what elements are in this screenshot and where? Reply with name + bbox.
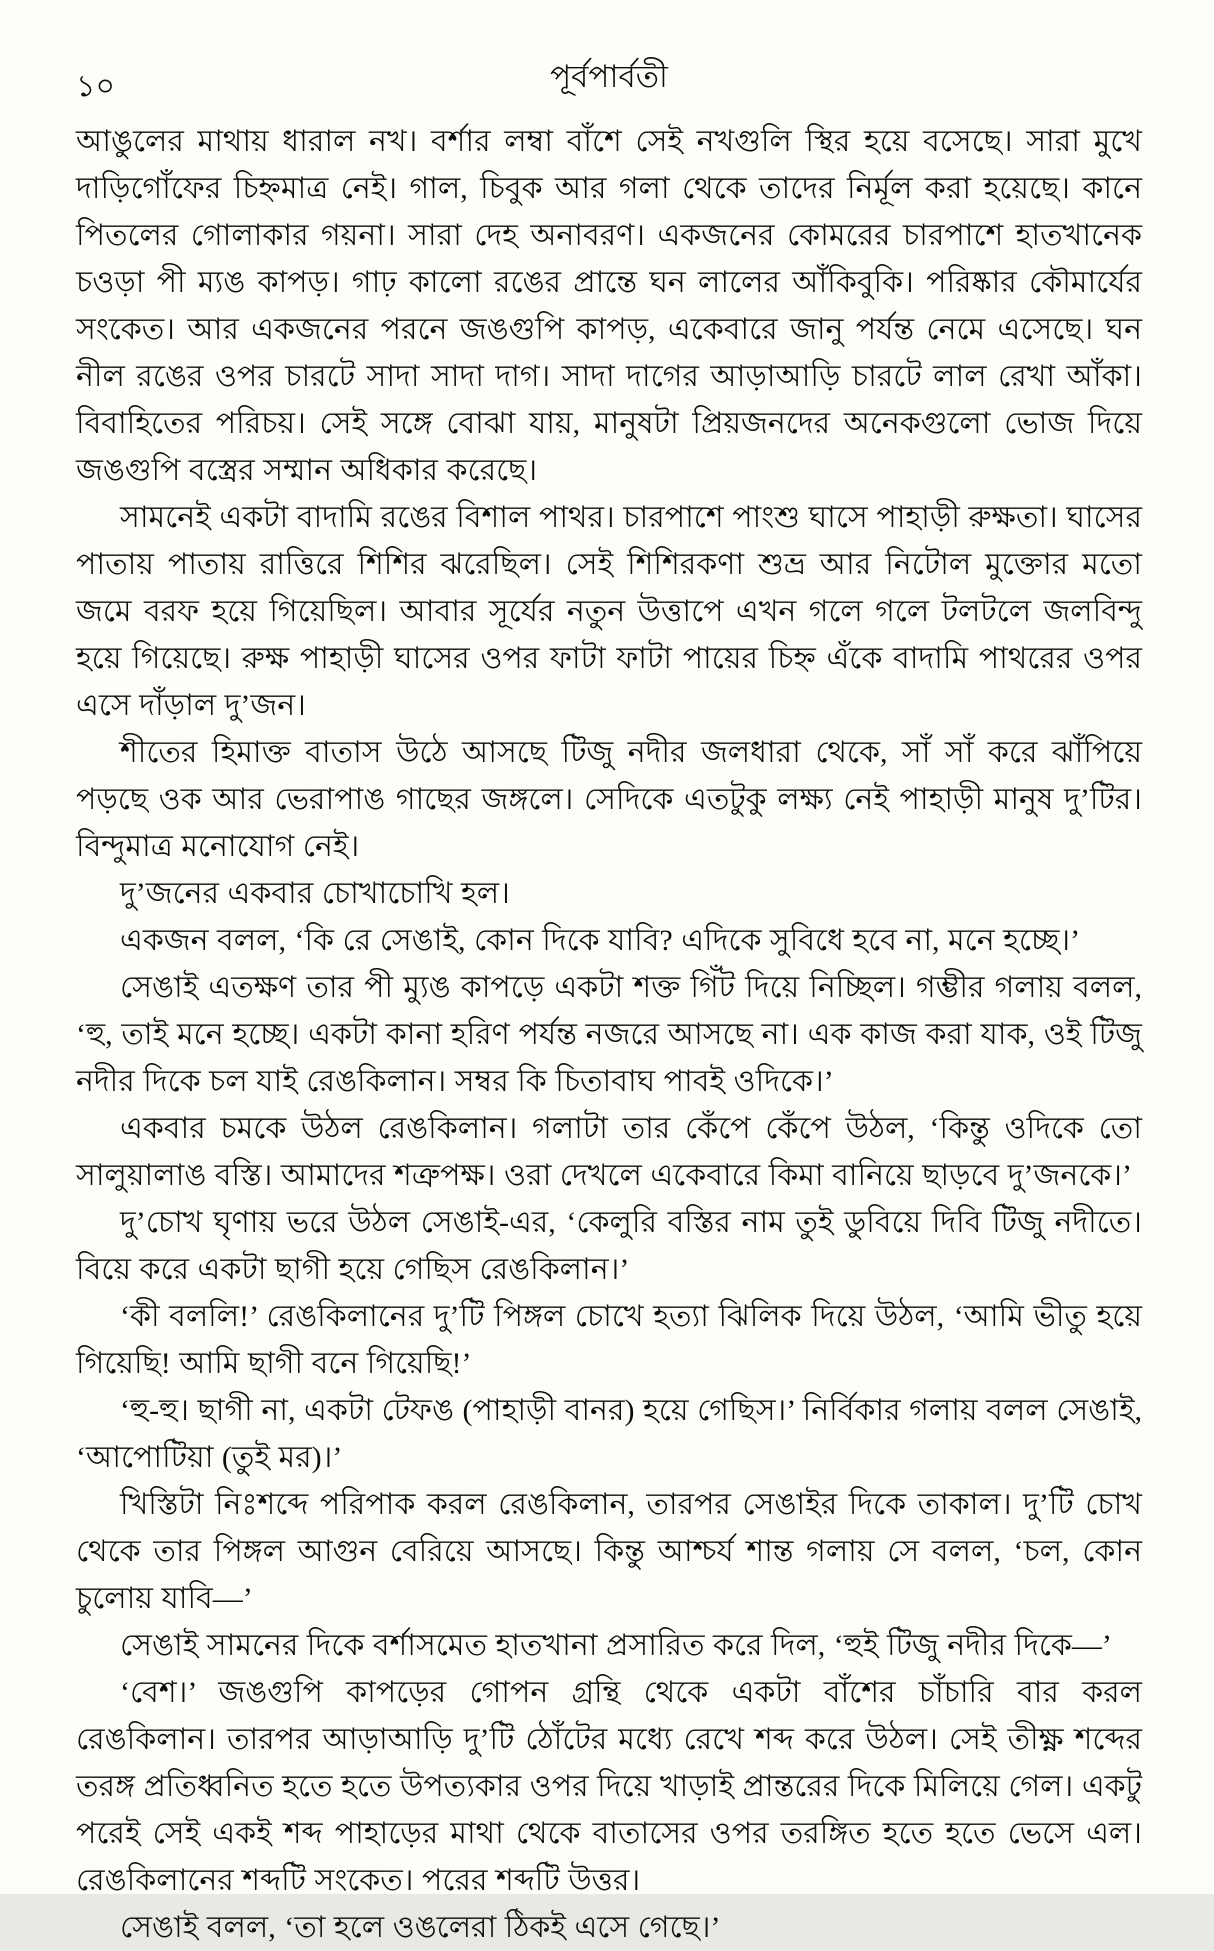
paragraph: সেঙাই এতক্ষণ তার পী ম্যুঙ কাপড়ে একটা শক্ত গিঁট দিয়ে নিচ্ছিল। গম্ভীর গলায় বলল, ‘হু, তাই মনে হচ্ছে। একটা কানা হরিণ পর্যন্ত নজরে আসছে না। এক কাজ করা যাক, ওই টিজু নদীর দিকে চল যাই রেঙকিলান। সম্বর কি চিতাবাঘ পাবই ওদিকে।’ [76, 971, 1142, 1098]
paragraph: একজন বলল, ‘কি রে সেঙাই, কোন দিকে যাবি? এদিকে সুবিধে হবে না, মনে হচ্ছে।’ [120, 924, 1081, 957]
paragraph: ‘কী বললি!’ রেঙকিলানের দু’টি পিঙ্গল চোখে হত্যা ঝিলিক দিয়ে উঠল, ‘আমি ভীতু হয়ে গিয়েছি! আমি ছাগী বনে গিয়েছি!’ [76, 1300, 1142, 1380]
page-header [76, 58, 1142, 110]
paragraph: দু’চোখ ঘৃণায় ভরে উঠল সেঙাই-এর, ‘কেলুরি বস্তির নাম তুই ডুবিয়ে দিবি টিজু নদীতে। বিয়ে করে একটা ছাগী হয়ে গেছিস রেঙকিলান।’ [76, 1206, 1142, 1286]
paragraph: ‘হু-হু। ছাগী না, একটা টেফঙ (পাহাড়ী বানর) হয়ে গেছিস।’ নির্বিকার গলায় বলল সেঙাই, ‘আপোটিয়া (তুই মর)।’ [76, 1394, 1142, 1474]
paragraph: সেঙাই সামনের দিকে বর্শাসমেত হাতখানা প্রসারিত করে দিল, ‘হুই টিজু নদীর দিকে—’ [120, 1629, 1112, 1662]
page-number: ১০ [76, 70, 115, 103]
paragraph: ‘বেশ।’ জঙগুপি কাপড়ের গোপন গ্রন্থি থেকে একটা বাঁশের চাঁচারি বার করল রেঙকিলান। তারপর আড়াআড়ি দু’টি ঠোঁটের মধ্যে রেখে শব্দ করে উঠল। সেই তীক্ষ্ণ শব্দের তরঙ্গ প্রতিধ্বনিত হতে হতে উপত্যকার ওপর দিয়ে খাড়াই প্রান্তরের দিকে মিলিয়ে গেল। একটু পরেই সেই একই শব্দ পাহাড়ের মাথা থেকে বাতাসের ওপর তরঙ্গিত হতে হতে ভেসে এল। রেঙকিলানের শব্দটি সংকেত। পরের শব্দটি উত্তর। [76, 1676, 1142, 1897]
paragraph: শীতের হিমাক্ত বাতাস উঠে আসছে টিজু নদীর জলধারা থেকে, সাঁ সাঁ করে ঝাঁপিয়ে পড়ছে ওক আর ভেরাপাঙ গাছের জঙ্গলে। সেদিকে এতটুকু লক্ষ্য নেই পাহাড়ী মানুষ দু’টির। বিন্দুমাত্র মনোযোগ নেই। [76, 736, 1142, 863]
paragraph: দু’জনের একবার চোখাচোখি হল। [120, 877, 510, 910]
paragraph: খিস্তিটা নিঃশব্দে পরিপাক করল রেঙকিলান, তারপর সেঙাইর দিকে তাকাল। দু’টি চোখ থেকে তার পিঙ্গল আগুন বেরিয়ে আসছে। কিন্তু আশ্চর্য শান্ত গলায় সে বলল, ‘চল, কোন চুলোয় যাবি—’ [76, 1488, 1142, 1615]
paragraph: সেঙাই বলল, ‘তা হলে ওঙলেরা ঠিকই এসে গেছে।’ [120, 1911, 721, 1944]
paragraph: আঙুলের মাথায় ধারাল নখ। বর্শার লম্বা বাঁশে সেই নখগুলি স্থির হয়ে বসেছে। সারা মুখে দাড়িগোঁফের চিহ্নমাত্র নেই। গাল, চিবুক আর গলা থেকে তাদের নির্মূল করা হয়েছে। কানে পিতলের গোলাকার গয়না। সারা দেহ অনাবরণ। একজনের কোমরের চারপাশে হাতখানেক চওড়া পী ম্যঙ কাপড়। গাঢ় কালো রঙের প্রান্তে ঘন লালের আঁকিবুকি। পরিষ্কার কৌমার্যের সংকেত। আর একজনের পরনে জঙগুপি কাপড়, একেবারে জানু পর্যন্ত নেমে এসেছে। ঘন নীল রঙের ওপর চারটে সাদা সাদা দাগ। সাদা দাগের আড়াআড়ি চারটে লাল রেখা আঁকা। বিবাহিতের পরিচয়। সেই সঙ্গে বোঝা যায়, মানুষটা প্রিয়জনদের অনেকগুলো ভোজ দিয়ে জঙগুপি বস্ত্রের সম্মান অধিকার করেছে। [76, 125, 1142, 487]
page-body-text [76, 118, 1142, 1951]
running-header-title: পূর্বপার্বতী [550, 59, 668, 94]
paragraph: একবার চমকে উঠল রেঙকিলান। গলাটা তার কেঁপে কেঁপে উঠল, ‘কিন্তু ওদিকে তো সালুয়ালাঙ বস্তি। আমাদের শত্রুপক্ষ। ওরা দেখলে একেবারে কিমা বানিয়ে ছাড়বে দু’জনকে।’ [76, 1112, 1142, 1192]
paragraph: সামনেই একটা বাদামি রঙের বিশাল পাথর। চারপাশে পাংশু ঘাসে পাহাড়ী রুক্ষতা। ঘাসের পাতায় পাতায় রাত্তিরে শিশির ঝরেছিল। সেই শিশিরকণা শুভ্র আর নিটোল মুক্তোর মতো জমে বরফ হয়ে গিয়েছিল। আবার সূর্যের নতুন উত্তাপে এখন গলে গলে টলটলে জলবিন্দু হয়ে গিয়েছে। রুক্ষ পাহাড়ী ঘাসের ওপর ফাটা ফাটা পায়ের চিহ্ন এঁকে বাদামি পাথরের ওপর এসে দাঁড়াল দু’জন। [76, 501, 1142, 722]
